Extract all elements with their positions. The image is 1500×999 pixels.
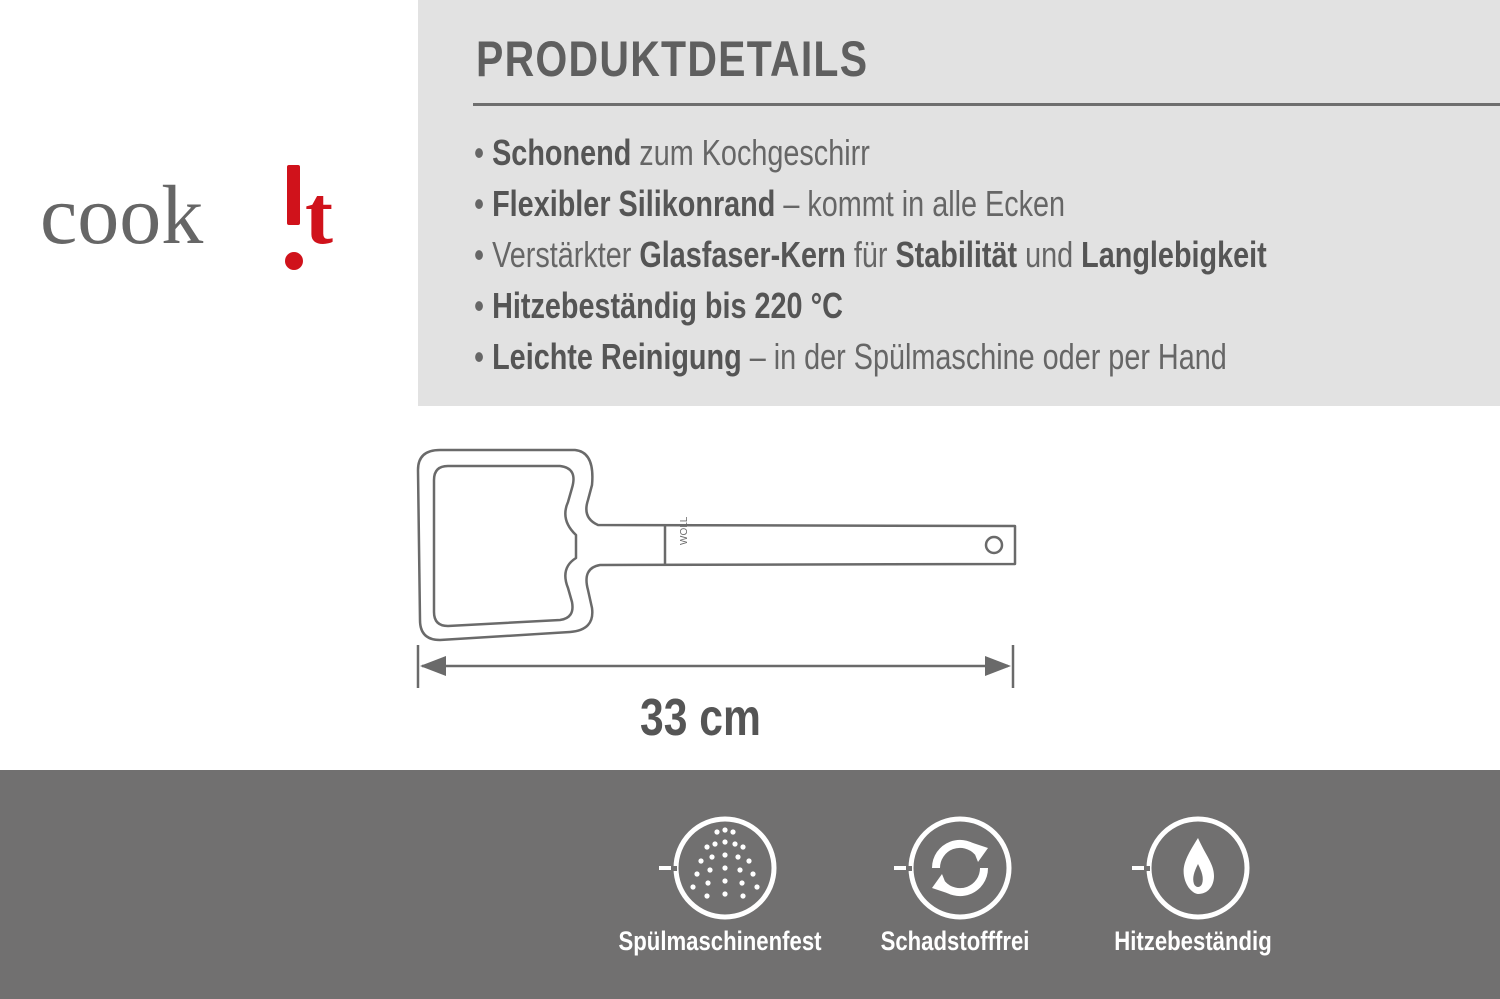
logo-text-accent: t (305, 169, 333, 262)
bullet-emphasis: Hitzebeständig bis 220 °C (492, 285, 843, 326)
bullet-text: und (1017, 234, 1082, 275)
bullet-emphasis: Schonend (492, 132, 632, 173)
feature-dishwasher (590, 810, 850, 957)
feature-label-dishwasher: Spülmaschinenfest (618, 926, 822, 956)
recycle-arrows-icon (890, 810, 1020, 922)
spatula-inner-outline (434, 466, 576, 626)
bullet-emphasis: Langlebigkeit (1081, 234, 1267, 275)
bullet-emphasis: Glasfaser-Kern (639, 234, 846, 275)
bullet-text: für (845, 234, 896, 275)
hang-hole (986, 537, 1002, 553)
bullet-emphasis: Leichte Reinigung (492, 336, 742, 377)
product-details-panel (418, 0, 1500, 406)
feature-label-heat-resistant: Hitzebeständig (1114, 926, 1272, 956)
details-title: PRODUKTDETAILS (476, 31, 869, 87)
cookit-logo (40, 148, 370, 278)
bullet-emphasis: Stabilität (895, 234, 1018, 275)
feature-label-pollutant-free: Schadstofffrei (880, 926, 1030, 956)
handle-imprint: WOLL (679, 516, 690, 545)
details-bullet (474, 285, 1267, 336)
bullet-emphasis: Flexibler Silikonrand (492, 183, 776, 224)
details-bullet (474, 183, 1267, 234)
feature-heat-resistant (1063, 810, 1323, 957)
bullet-text: – kommt in alle Ecken (775, 183, 1066, 224)
details-bullet (474, 234, 1267, 285)
feature-bar (0, 770, 1500, 999)
details-bullet (474, 132, 1267, 183)
bullet-text: Verstärkter (492, 234, 640, 275)
length-label: 33 cm (640, 689, 761, 747)
bullet-text: – in der Spülmaschine oder per Hand (741, 336, 1227, 377)
bullet-text: zum Kochgeschirr (631, 132, 870, 173)
logo-text-main: cook (40, 169, 204, 262)
details-divider (473, 103, 1500, 106)
dishwasher-spray-icon (655, 810, 785, 922)
details-bullet-list (474, 132, 1465, 387)
flame-icon (1128, 810, 1258, 922)
length-dimension (418, 645, 1013, 688)
logo-accent (285, 165, 333, 270)
spatula-outline (418, 450, 1015, 640)
details-bullet (474, 336, 1267, 387)
spray-dots (690, 827, 759, 898)
feature-pollutant-free (825, 810, 1085, 957)
